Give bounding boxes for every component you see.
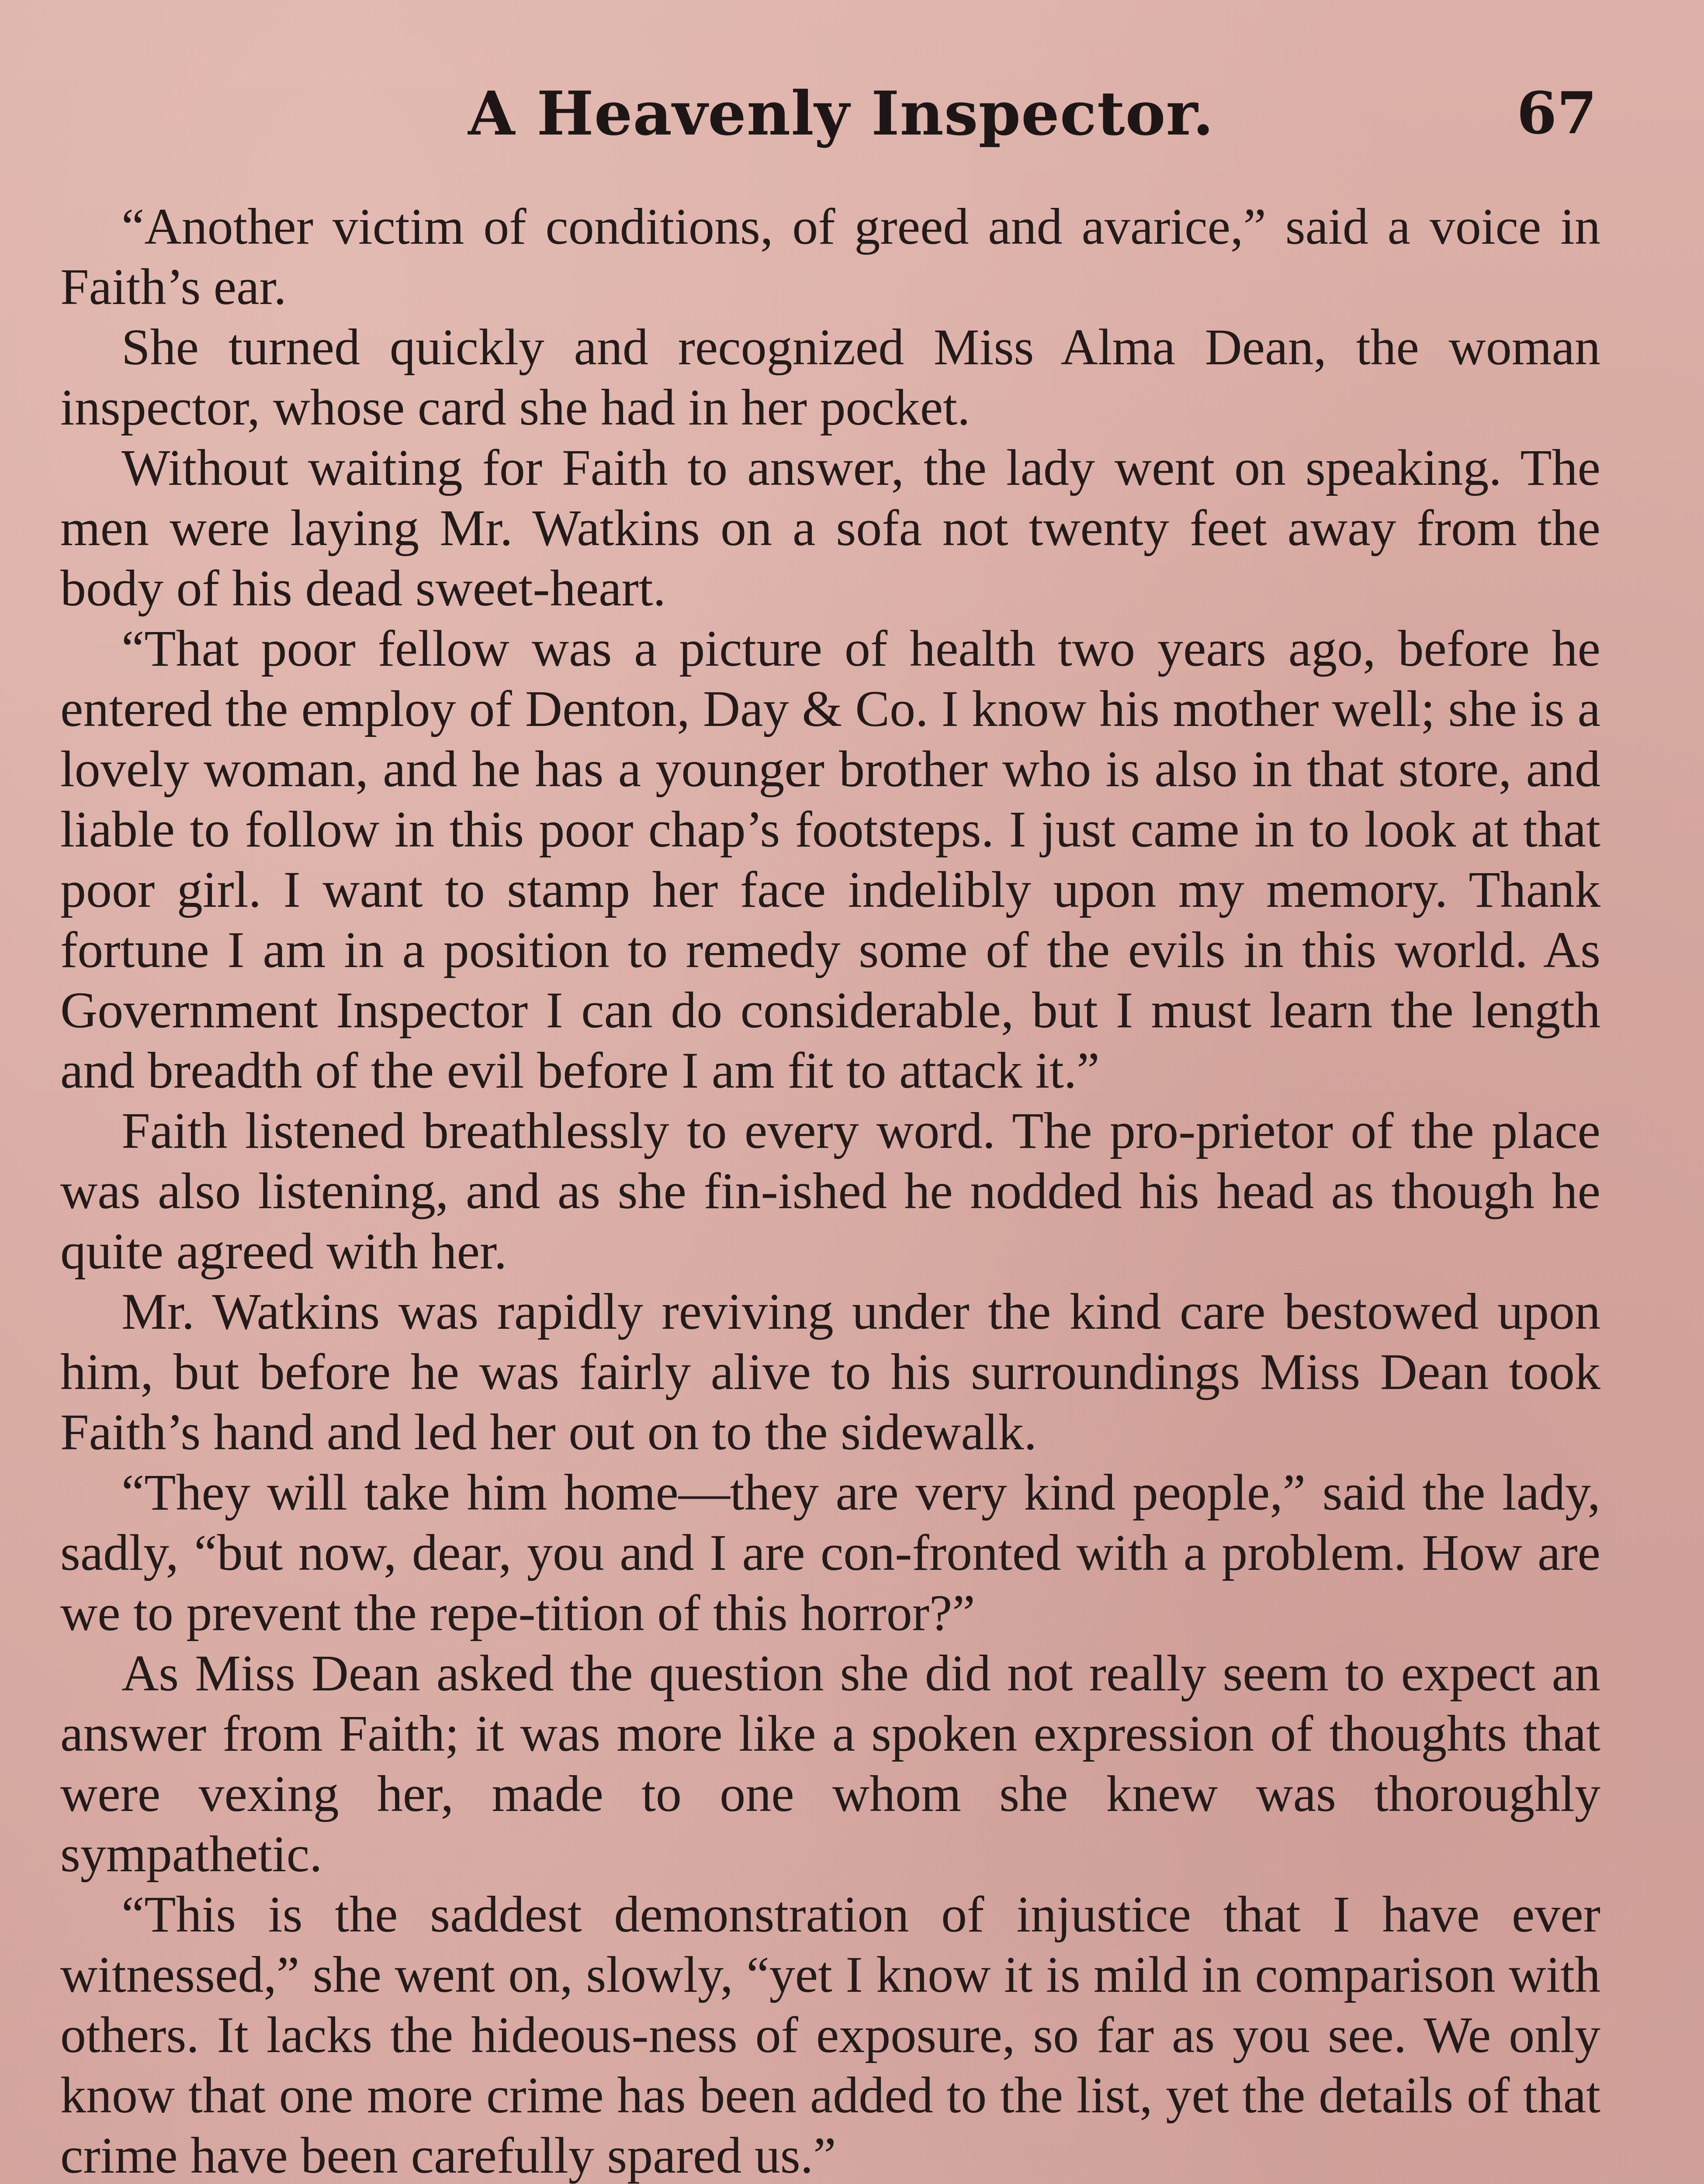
page-number: 67 [1517,79,1597,147]
body-text [60,197,1600,2184]
paragraph: As Miss Dean asked the question she did not really seem to expect an answer from Faith; it was more like a spoken expression of thoughts that were vexing her, made to one whom she knew was thoroughly sympathetic. [60,1645,1600,1883]
running-head [0,74,1704,153]
paragraph: “They will take him home—they are very kind people,” said the lady, sadly, “but now, dear, you and I are con-fronted with a problem. How are we to prevent the repe-tition of this horror?” [60,1464,1600,1641]
paragraph: She turned quickly and recognized Miss Alma Dean, the woman inspector, whose card she had in her pocket. [60,318,1600,436]
paragraph: “That poor fellow was a picture of health two years ago, before he entered the employ of Denton, Day & Co. I know his mother well; she is a lovely woman, and he has a younger brother who is also in that store, and liable to follow in this poor chap’s footsteps. I just came in to look at that poor girl. I want to stamp her face indelibly upon my memory. Thank fortune I am in a position to remedy some of the evils in this world. As Government Inspector I can do considerable, but I must learn the length and breadth of the evil before I am fit to attack it.” [60,620,1600,1099]
running-title: A Heavenly Inspector. [468,78,1214,149]
paragraph: “Another victim of conditions, of greed and avarice,” said a voice in Faith’s ear. [60,198,1600,315]
paragraph: Without waiting for Faith to answer, the lady went on speaking. The men were laying Mr. Watkins on a sofa not twenty feet away from the body of his dead sweet-heart. [60,439,1600,617]
paragraph: “This is the saddest demonstration of injustice that I have ever witnessed,” she went on, slowly, “yet I know it is mild in comparison with others. It lacks the hideous-ness of exposure, so far as you see. We only know that one more crime has been added to the list, yet the details of that crime have been carefully spared us.” [60,1886,1600,2184]
paragraph: Faith listened breathlessly to every word. The pro-prietor of the place was also listening, and as she fin-ished he nodded his head as though he quite agreed with her. [60,1102,1600,1280]
paragraph: Mr. Watkins was rapidly reviving under the kind care bestowed upon him, but before he was fairly alive to his surroundings Miss Dean took Faith’s hand and led her out on to the sidewalk. [60,1283,1600,1461]
